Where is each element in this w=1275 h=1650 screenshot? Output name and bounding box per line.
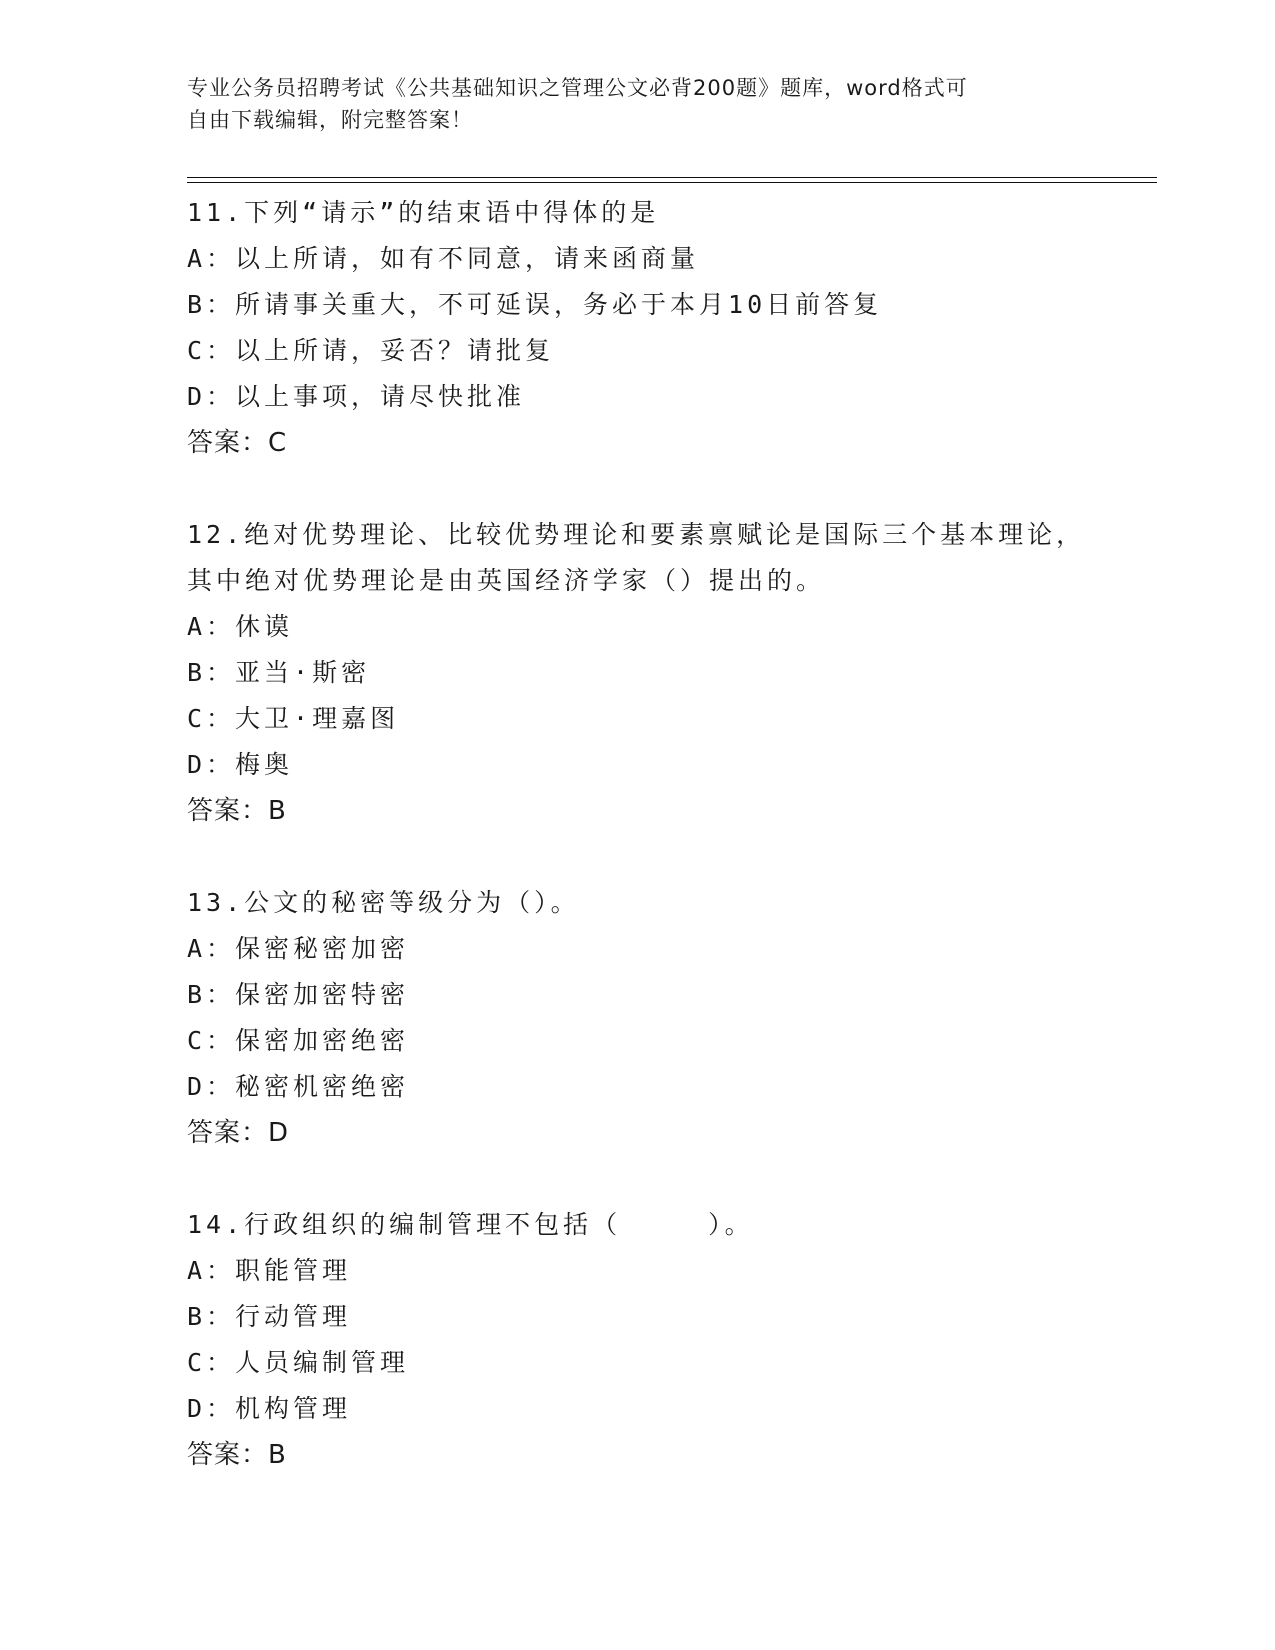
question-13 bbox=[187, 880, 1147, 1156]
answer-label: 答案：B bbox=[187, 1440, 287, 1470]
question-12 bbox=[187, 512, 1147, 834]
option-a: A：保密秘密加密 bbox=[187, 934, 410, 963]
option-c: C：人员编制管理 bbox=[187, 1348, 410, 1377]
question-stem: 12.绝对优势理论、比较优势理论和要素禀赋论是国际三个基本理论， bbox=[187, 520, 1086, 549]
question-stem: 13.公文的秘密等级分为（）。 bbox=[187, 888, 580, 917]
option-c: C：以上所请，妥否？请批复 bbox=[187, 336, 555, 365]
option-a: A：职能管理 bbox=[187, 1256, 352, 1285]
question-14 bbox=[187, 1202, 1147, 1478]
header-rule-bottom bbox=[187, 182, 1157, 183]
option-d: D：机构管理 bbox=[187, 1394, 352, 1423]
option-b: B：保密加密特密 bbox=[187, 980, 410, 1009]
option-b: B：行动管理 bbox=[187, 1302, 352, 1331]
option-d: D：秘密机密绝密 bbox=[187, 1072, 410, 1101]
question-stem: 14.行政组织的编制管理不包括（ ）。 bbox=[187, 1210, 754, 1239]
option-b: B：亚当·斯密 bbox=[187, 658, 371, 687]
header-line-1: 专业公务员招聘考试《公共基础知识之管理公文必背200题》题库，word格式可 bbox=[187, 76, 968, 100]
question-list bbox=[187, 190, 1147, 1524]
option-a: A：以上所请，如有不同意，请来函商量 bbox=[187, 244, 700, 273]
question-stem: 11.下列“请示”的结束语中得体的是 bbox=[187, 198, 660, 227]
header-rule-top bbox=[187, 177, 1157, 178]
question-11 bbox=[187, 190, 1147, 466]
answer-label: 答案：C bbox=[187, 428, 288, 458]
document-header bbox=[187, 72, 1087, 136]
answer-label: 答案：D bbox=[187, 1118, 290, 1148]
option-a: A：休谟 bbox=[187, 612, 294, 641]
option-c: C：保密加密绝密 bbox=[187, 1026, 410, 1055]
answer-label: 答案：B bbox=[187, 796, 287, 826]
header-line-2: 自由下载编辑，附完整答案！ bbox=[187, 108, 473, 132]
question-stem-continued: 其中绝对优势理论是由英国经济学家（）提出的。 bbox=[187, 566, 826, 595]
option-c: C：大卫·理嘉图 bbox=[187, 704, 400, 733]
option-b: B：所请事关重大，不可延误，务必于本月10日前答复 bbox=[187, 290, 883, 319]
option-d: D：以上事项，请尽快批准 bbox=[187, 382, 526, 411]
option-d: D：梅奥 bbox=[187, 750, 294, 779]
